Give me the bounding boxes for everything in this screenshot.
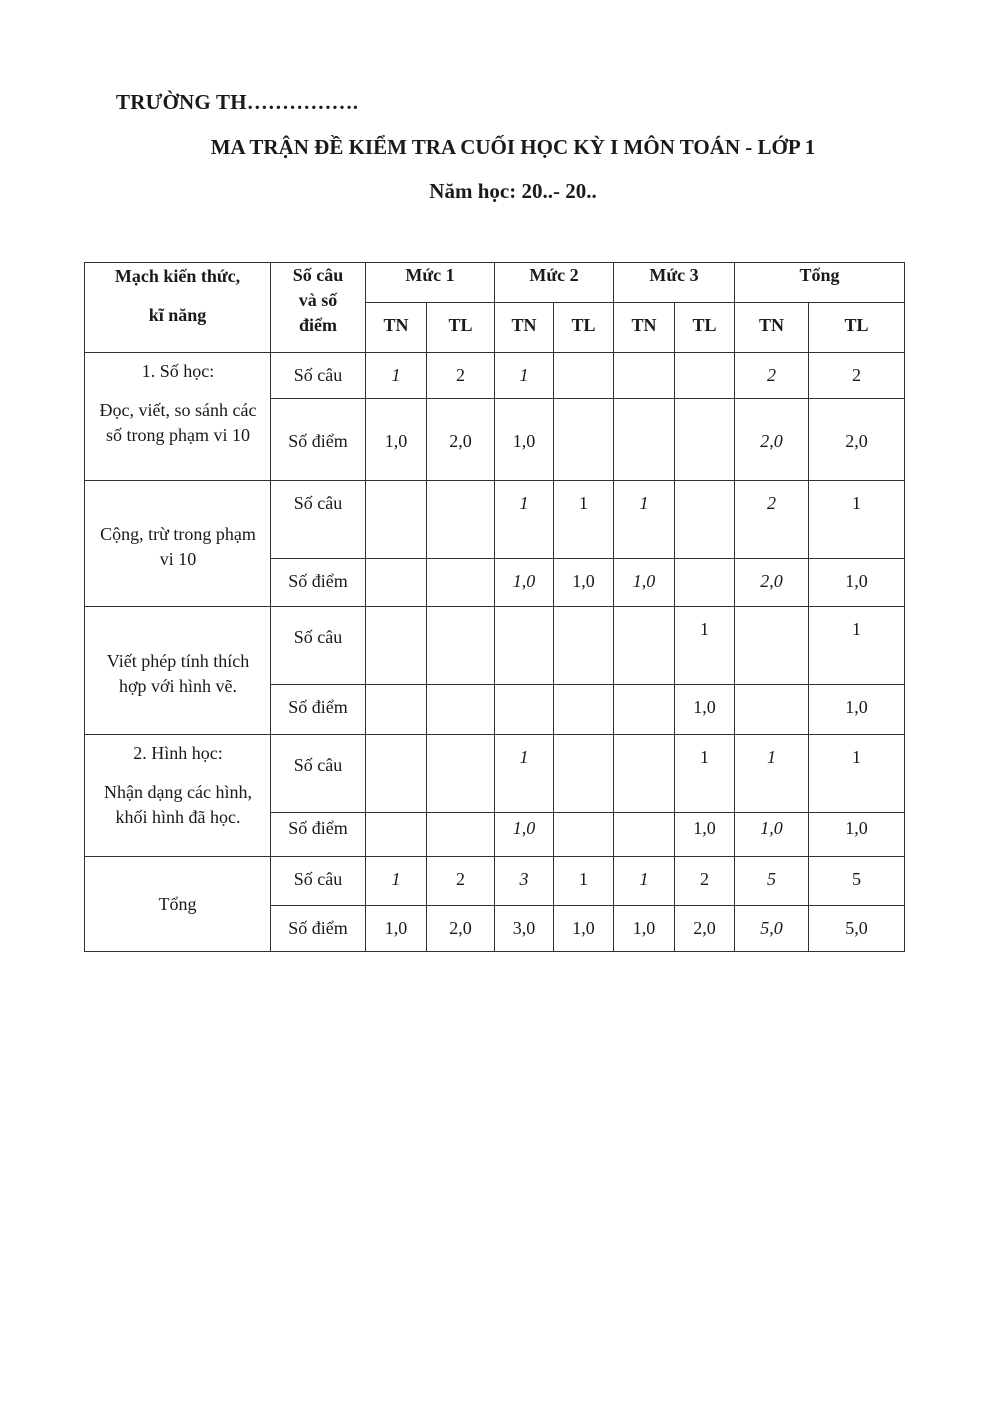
- value-cell: 1,0: [735, 813, 809, 857]
- value-cell: [735, 685, 809, 735]
- value-cell: 1: [495, 735, 554, 813]
- value-cell: 2,0: [427, 906, 495, 952]
- value-cell: 1: [675, 607, 735, 685]
- value-cell: 1: [809, 481, 905, 559]
- row-label-count: Số câu: [271, 857, 366, 906]
- topic-description: Nhận dạng các hình, khối hình đã học.: [104, 782, 252, 827]
- value-cell: [614, 813, 675, 857]
- value-cell: [675, 399, 735, 481]
- table-row: [85, 735, 905, 813]
- value-cell: 1: [495, 481, 554, 559]
- value-cell: 3: [495, 857, 554, 906]
- value-cell: [366, 559, 427, 607]
- value-cell: 1: [614, 857, 675, 906]
- topic-heading: 1. Số học:: [141, 361, 215, 381]
- value-cell: [427, 559, 495, 607]
- value-cell: [675, 481, 735, 559]
- topic-cell-number-sense: [85, 353, 271, 481]
- value-cell: 2,0: [427, 399, 495, 481]
- value-cell: [366, 481, 427, 559]
- value-cell: [614, 399, 675, 481]
- topic-cell-write-operation: [85, 607, 271, 735]
- row-label-count: Số câu: [271, 735, 366, 813]
- value-cell: [427, 607, 495, 685]
- header-count-line2: và số: [298, 290, 338, 310]
- header-topic-cell: [85, 263, 271, 353]
- value-cell: 1,0: [675, 685, 735, 735]
- row-label-count: Số câu: [271, 353, 366, 399]
- value-cell: [366, 813, 427, 857]
- value-cell: [735, 607, 809, 685]
- header-topic-line2: kĩ năng: [148, 305, 207, 325]
- value-cell: 1,0: [495, 813, 554, 857]
- value-cell: 1,0: [809, 813, 905, 857]
- test-matrix-table: [84, 262, 905, 952]
- school-year: Năm học: 20..- 20..: [429, 179, 597, 203]
- value-cell: 1,0: [495, 559, 554, 607]
- value-cell: 5,0: [735, 906, 809, 952]
- value-cell: [427, 813, 495, 857]
- total-label: Tổng: [158, 893, 197, 914]
- header-row-levels: [85, 263, 905, 303]
- header-sub-tn: TN: [735, 303, 809, 353]
- row-label-points: Số điểm: [271, 813, 366, 857]
- header-sub-tl: TL: [675, 303, 735, 353]
- value-cell: 1: [554, 857, 614, 906]
- value-cell: [614, 685, 675, 735]
- value-cell: [554, 685, 614, 735]
- value-cell: 5,0: [809, 906, 905, 952]
- value-cell: 1,0: [675, 813, 735, 857]
- total-label-cell: [85, 857, 271, 952]
- value-cell: 3,0: [495, 906, 554, 952]
- value-cell: 1: [554, 481, 614, 559]
- header-count-line1: Số câu: [292, 265, 344, 285]
- value-cell: 1,0: [614, 906, 675, 952]
- value-cell: [614, 353, 675, 399]
- row-label-count: Số câu: [271, 607, 366, 685]
- value-cell: [427, 481, 495, 559]
- header-sub-tl: TL: [809, 303, 905, 353]
- value-cell: [554, 735, 614, 813]
- topic-description: Đọc, viết, so sánh các số trong phạm vi 10: [99, 400, 257, 445]
- row-label-points: Số điểm: [271, 399, 366, 481]
- topic-cell-add-subtract: [85, 481, 271, 607]
- row-label-points: Số điểm: [271, 685, 366, 735]
- value-cell: 1,0: [809, 685, 905, 735]
- row-label-points: Số điểm: [271, 559, 366, 607]
- value-cell: 1,0: [614, 559, 675, 607]
- topic-heading: Cộng, trừ trong phạm vi 10: [100, 523, 256, 569]
- table-row: [85, 607, 905, 685]
- topic-heading: Viết phép tính thích hợp với hình vẽ.: [106, 650, 250, 696]
- value-cell: 1: [675, 735, 735, 813]
- value-cell: 1: [366, 857, 427, 906]
- header-sub-tn: TN: [614, 303, 675, 353]
- value-cell: 1: [366, 353, 427, 399]
- value-cell: [554, 399, 614, 481]
- row-label-points: Số điểm: [271, 906, 366, 952]
- header-topic-line1: Mạch kiến thức,: [114, 266, 241, 286]
- header-level-2: Mức 2: [495, 263, 614, 303]
- value-cell: [366, 735, 427, 813]
- value-cell: [427, 685, 495, 735]
- value-cell: 1,0: [809, 559, 905, 607]
- table-row: [85, 481, 905, 559]
- value-cell: 1,0: [366, 906, 427, 952]
- value-cell: [614, 735, 675, 813]
- row-label-count: Số câu: [271, 481, 366, 559]
- header-level-1: Mức 1: [366, 263, 495, 303]
- value-cell: 1,0: [366, 399, 427, 481]
- value-cell: 1: [495, 353, 554, 399]
- header-sub-tl: TL: [427, 303, 495, 353]
- value-cell: 1: [735, 735, 809, 813]
- value-cell: 2: [809, 353, 905, 399]
- value-cell: 2: [427, 353, 495, 399]
- value-cell: [366, 685, 427, 735]
- value-cell: 1,0: [554, 906, 614, 952]
- value-cell: 1: [809, 735, 905, 813]
- header-sub-tl: TL: [554, 303, 614, 353]
- value-cell: 2: [427, 857, 495, 906]
- value-cell: 2: [735, 353, 809, 399]
- value-cell: 2,0: [809, 399, 905, 481]
- header-count-line3: điểm: [299, 315, 337, 335]
- header-level-3: Mức 3: [614, 263, 735, 303]
- value-cell: [554, 813, 614, 857]
- value-cell: [427, 735, 495, 813]
- value-cell: 5: [735, 857, 809, 906]
- value-cell: 2,0: [735, 399, 809, 481]
- value-cell: [675, 559, 735, 607]
- topic-cell-geometry: [85, 735, 271, 857]
- header-sub-tn: TN: [366, 303, 427, 353]
- school-name: TRƯỜNG TH…………….: [116, 90, 359, 114]
- value-cell: 2,0: [735, 559, 809, 607]
- value-cell: [554, 353, 614, 399]
- value-cell: 1: [614, 481, 675, 559]
- value-cell: [495, 607, 554, 685]
- value-cell: [675, 353, 735, 399]
- value-cell: 5: [809, 857, 905, 906]
- value-cell: [554, 607, 614, 685]
- topic-heading: 2. Hình học:: [133, 743, 223, 763]
- header-sub-tn: TN: [495, 303, 554, 353]
- value-cell: [614, 607, 675, 685]
- table-row: [85, 353, 905, 399]
- header-count-cell: [271, 263, 366, 353]
- value-cell: 1: [809, 607, 905, 685]
- value-cell: [366, 607, 427, 685]
- document-title: MA TRẬN ĐỀ KIỂM TRA CUỐI HỌC KỲ I MÔN TOÁN - LỚP 1: [210, 135, 816, 159]
- value-cell: 2,0: [675, 906, 735, 952]
- header-total: Tổng: [735, 263, 905, 303]
- value-cell: 1,0: [495, 399, 554, 481]
- value-cell: 1,0: [554, 559, 614, 607]
- value-cell: 2: [675, 857, 735, 906]
- value-cell: 2: [735, 481, 809, 559]
- table-row-total: [85, 857, 905, 906]
- value-cell: [495, 685, 554, 735]
